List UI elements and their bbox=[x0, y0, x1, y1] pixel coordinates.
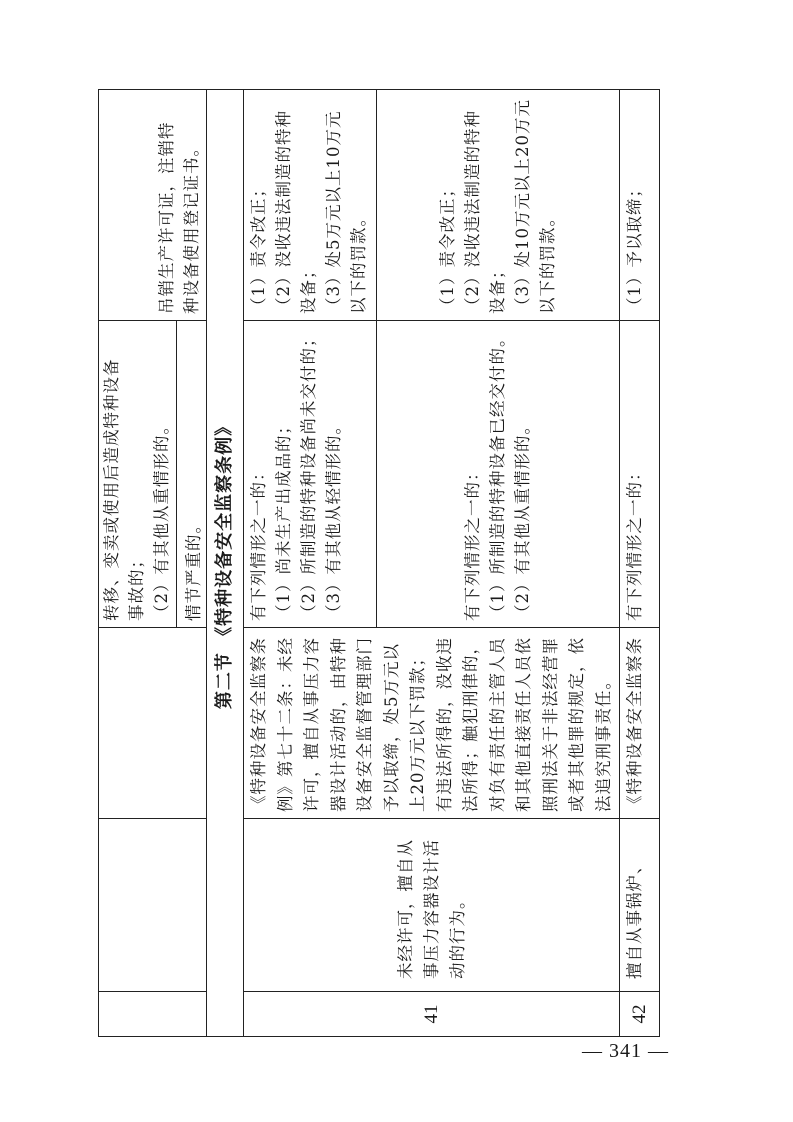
section-header: 第二节 《特种设备安全监察条例》 bbox=[207, 90, 244, 1037]
cell-empty bbox=[99, 992, 207, 1037]
section-header-row bbox=[207, 90, 244, 1037]
text-line: 吊销生产许可证，注销特 bbox=[157, 121, 176, 314]
situation: 有下列情形之一的： bbox=[620, 321, 660, 628]
text-line: （2）有其他从重情形的。 bbox=[513, 417, 533, 621]
text-line: （2）没收违法制造的特种设备； bbox=[463, 110, 508, 314]
text-line: （3）处5万元以上10万元以下的罚款。 bbox=[324, 110, 368, 314]
text-line: 种设备使用登记证书。 bbox=[182, 139, 201, 314]
violation-behavior: 未经许可，擅自从事压力容器设计活动的行为。 bbox=[244, 819, 620, 992]
legal-basis: 《特种设备安全监察条例》第七十二条：未经许可，擅自从事压力容器设计活动的，由特种设备安全监督管理部门予以取缔，处5万元以上20万元以下罚款；有违法所得的，没收违法所得；触犯刑律的，对负有责任的主管人员和其他直接责任人员依照刑法关于非法经营罪或者其他罪的规定，依法追究刑事责任。 bbox=[244, 628, 620, 819]
text-line: （2）所制造的特种设备尚未交付的； bbox=[299, 329, 318, 621]
cell-empty bbox=[99, 628, 207, 819]
cell-top-penalty bbox=[99, 90, 207, 321]
table-row-top bbox=[99, 90, 207, 1037]
cell-empty bbox=[99, 819, 207, 992]
table-row-41-light bbox=[244, 90, 377, 1037]
text-line: （1）责令改正； bbox=[249, 180, 268, 314]
page-number: — 341 — bbox=[582, 1040, 669, 1062]
row-number: 41 bbox=[244, 992, 620, 1037]
text-line: （2）没收违法制造的特种设备； bbox=[274, 110, 318, 314]
heavy-penalty bbox=[376, 90, 619, 321]
text-line: （3）处10万元以上20万元以下的罚款。 bbox=[513, 99, 558, 314]
penalty-table bbox=[98, 89, 660, 1037]
text-line: （2）有其他从重情形的。 bbox=[152, 417, 171, 621]
violation-behavior: 擅自从事锅炉、 bbox=[620, 819, 660, 992]
severe-situation bbox=[176, 321, 206, 627]
text-line: 事故的； bbox=[127, 551, 146, 621]
cell-top-situation bbox=[99, 321, 207, 628]
heavy-situation bbox=[376, 321, 619, 628]
text-line: 有下列情形之一的： bbox=[249, 463, 268, 621]
light-penalty bbox=[244, 90, 377, 321]
text-line: 转移、变卖或使用后造成特种设备 bbox=[102, 358, 121, 621]
table-row-42 bbox=[620, 90, 660, 1037]
text-line: （1）所制造的特种设备已经交付的。 bbox=[488, 329, 508, 621]
penalty: （1）予以取缔； bbox=[620, 90, 660, 321]
text-line: （1）责令改正； bbox=[438, 180, 458, 314]
text-line: 情节严重的。 bbox=[184, 516, 203, 621]
text-line: （3）有其他从轻情形的。 bbox=[324, 417, 343, 621]
text-line: 有下列情形之一的： bbox=[463, 463, 483, 621]
legal-basis: 《特种设备安全监察条 bbox=[620, 628, 660, 819]
row-number: 42 bbox=[620, 992, 660, 1037]
text-line: （1）尚未生产出成品的； bbox=[274, 417, 293, 621]
rotated-table-container bbox=[98, 90, 658, 1037]
light-situation bbox=[244, 321, 377, 628]
